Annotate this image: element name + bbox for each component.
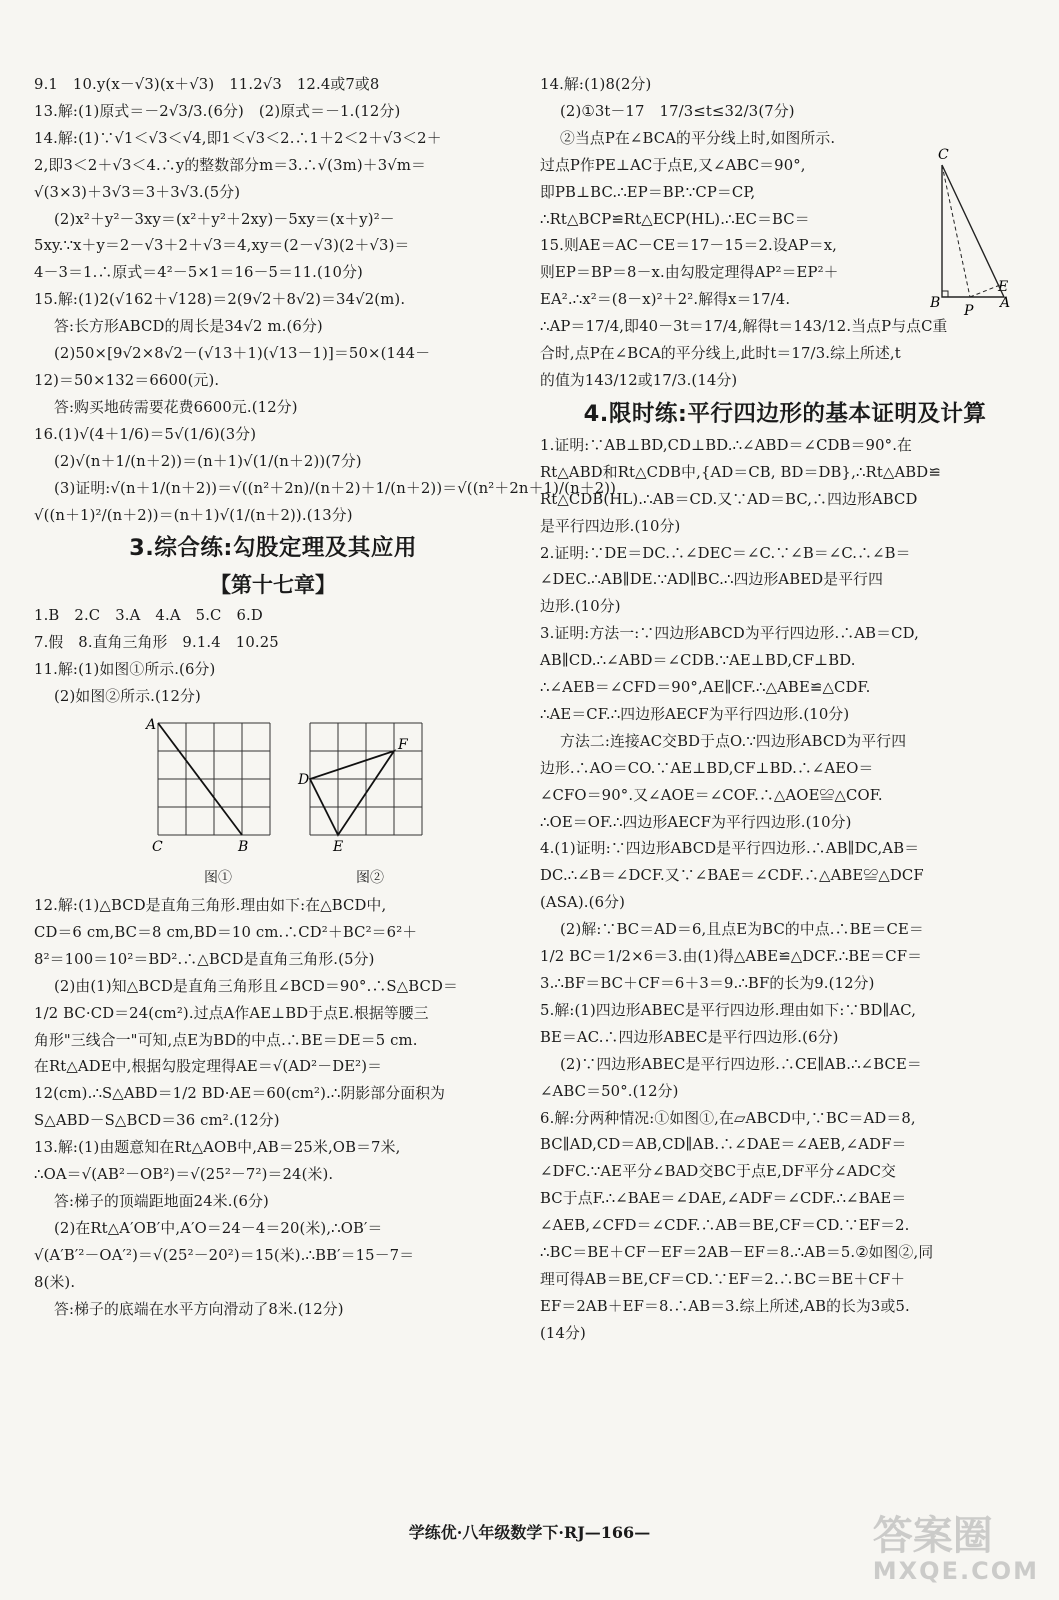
watermark-logo-text: 答案圈	[872, 1513, 993, 1559]
figure-1-caption: 图①	[204, 870, 232, 887]
text-line: 2,即3＜2＋√3＜4.∴y的整数部分m＝3.∴√(3m)＋3√m＝	[34, 156, 426, 174]
text-line: 15.解:(1)2(√162＋√128)＝2(9√2＋8√2)＝34√2(m).	[34, 291, 406, 309]
text-line: √((n＋1)²/(n＋2))＝(n＋1)√(1/(n＋2)).(13分)	[34, 506, 353, 524]
text-line: 答:长方形ABCD的周长是34√2 m.(6分)	[54, 318, 323, 336]
text-line: BC∥AD,CD＝AB,CD∥AB.∴∠DAE＝∠AEB,∠ADF＝	[540, 1136, 907, 1154]
text-line: 是平行四边形.(10分)	[540, 517, 681, 535]
text-line: ∠AEB,∠CFD＝∠CDF.∴AB＝BE,CF＝CD.∵EF＝2.	[540, 1217, 910, 1235]
text-line: 15.则AE＝AC－CE＝17－15＝2.设AP＝x,	[540, 237, 838, 255]
text-line: 8(米).	[34, 1273, 76, 1291]
text-line: 答:购买地砖需要花费6600元.(12分)	[54, 398, 298, 416]
text-line: 1/2 BC·CD＝24(cm²).过点A作AE⊥BD于点E.根据等腰三	[34, 1004, 429, 1022]
text-line: ∴∠AEB＝∠CFD＝90°,AE∥CF.∴△ABE≌△CDF.	[540, 679, 871, 697]
text-line: 8²＝100＝10²＝BD².∴△BCD是直角三角形.(5分)	[34, 950, 375, 968]
text-line: 14.解:(1)∵√1＜√3＜√4,即1＜√3＜2.∴1＋2＜2＋√3＜2＋	[34, 129, 442, 147]
text-line: ∠ABC＝50°.(12分)	[540, 1082, 679, 1100]
text-line: 13.解:(1)由题意知在Rt△AOB中,AB＝25米,OB＝7米,	[34, 1139, 401, 1157]
text-line: ∴AP＝17/4,即40－3t＝17/4,解得t＝143/12.当点P与点C重	[540, 318, 948, 336]
text-line: Rt△ABD和Rt△CDB中,{AD＝CB, BD＝DB},∴Rt△ABD≌	[540, 463, 941, 481]
text-line: (14分)	[540, 1324, 586, 1342]
text-line: S△ABD－S△BCD＝36 cm².(12分)	[34, 1112, 280, 1130]
text-line: 9.1 10.y(x－√3)(x＋√3) 11.2√3 12.4或7或8	[34, 76, 380, 93]
text-line: BC于点F.∴∠BAE＝∠DAE,∠ADF＝∠CDF.∴∠BAE＝	[540, 1190, 907, 1208]
text-line: 3.∴BF＝BC＋CF＝6＋3＝9.∴BF的长为9.(12分)	[540, 975, 875, 992]
text-line: 12.解:(1)△BCD是直角三角形.理由如下:在△BCD中,	[34, 897, 387, 915]
label-b: B	[930, 295, 941, 311]
figure-2	[296, 713, 446, 863]
text-line: (2)由(1)知△BCD是直角三角形且∠BCD＝90°.∴S△BCD＝	[54, 977, 458, 995]
text-line: 答:梯子的顶端距地面24米.(6分)	[54, 1193, 269, 1210]
text-line: (2)如图②所示.(12分)	[54, 688, 201, 706]
text-line: ∠DEC.∴AB∥DE.∵AD∥BC.∴四边形ABED是平行四	[540, 571, 884, 589]
text-line: ∴Rt△BCP≌Rt△ECP(HL).∴EC＝BC＝	[540, 210, 810, 228]
text-line: ②当点P在∠BCA的平分线上时,如图所示.	[560, 129, 836, 147]
text-line: (2)x²＋y²－3xy＝(x²＋y²＋2xy)－5xy＝(x＋y)²－	[54, 210, 395, 228]
text-line: 4－3＝1.∴原式＝4²－5×1＝16－5＝11.(10分)	[34, 264, 363, 282]
page-footer: 学练优·八年级数学下·RJ—166—	[408, 1523, 651, 1542]
text-line: (2)∵四边形ABEC是平行四边形.∴CE∥AB.∴∠BCE＝	[560, 1055, 922, 1073]
text-line: AB∥CD.∴∠ABD＝∠CDB.∵AE⊥BD,CF⊥BD.	[540, 652, 856, 670]
text-line: (2)解:∵BC＝AD＝6,且点E为BC的中点.∴BE＝CE＝	[560, 921, 924, 939]
section-title: 4.限时练:平行四边形的基本证明及计算	[583, 400, 987, 427]
text-line: 11.解:(1)如图①所示.(6分)	[34, 661, 216, 679]
text-line: ∴BC＝BE＋CF－EF＝2AB－EF＝8.∴AB＝5.②如图②,同	[540, 1244, 934, 1262]
fig1-label-a: A	[146, 717, 157, 734]
text-line: 1.B 2.C 3.A 4.A 5.C 6.D	[34, 607, 263, 625]
text-line: 2.证明:∵DE＝DC.∴∠DEC＝∠C.∵∠B＝∠C.∴∠B＝	[540, 544, 911, 562]
fig2-label-f: F	[398, 737, 408, 754]
label-p: P	[964, 303, 974, 319]
text-line: ∠DFC.∵AE平分∠BAD交BC于点E,DF平分∠ADC交	[540, 1163, 896, 1181]
text-line: 合时,点P在∠BCA的平分线上,此时t＝17/3.综上所述,t	[540, 345, 901, 363]
text-line: (2)①3t－17 17/3≤t≤32/3(7分)	[560, 102, 795, 120]
text-line: √(A′B′²－OA′²)＝√(25²－20²)＝15(米).∴BB′＝15－7＝	[34, 1246, 415, 1264]
text-line: EA².∴x²＝(8－x)²＋2².解得x＝17/4.	[540, 291, 791, 309]
text-line: (ASA).(6分)	[540, 894, 626, 912]
label-e: E	[998, 279, 1009, 295]
label-a: A	[1000, 295, 1011, 311]
text-line: Rt△CDB(HL).∴AB＝CD.又∵AD＝BC,∴四边形ABCD	[540, 490, 918, 508]
grid-figures	[34, 711, 512, 893]
text-line: (3)证明:√(n＋1/(n＋2))＝√((n²＋2n)/(n＋2)＋1/(n＋2))＝√((n²＋2n＋1)/(n＋2))	[54, 479, 617, 497]
text-line: ∴AE＝CF.∴四边形AECF为平行四边形.(10分)	[540, 705, 850, 723]
text-line: 边形.(10分)	[540, 598, 621, 616]
text-line: ∴OA＝√(AB²－OB²)＝√(25²－7²)＝24(米).	[34, 1166, 334, 1184]
figure-2-caption: 图②	[356, 870, 384, 887]
text-line: 6.解:分两种情况:①如图①,在▱ABCD中,∵BC＝AD＝8,	[540, 1109, 916, 1127]
fig2-label-d: D	[298, 772, 310, 789]
text-line: 边形.∴AO＝CO.∵AE⊥BD,CF⊥BD.∴∠AEO＝	[540, 759, 874, 777]
fig1-label-b: B	[238, 839, 249, 856]
watermark-url: MXQE.COM	[872, 1557, 1039, 1585]
text-line: (2)√(n＋1/(n＋2))＝(n＋1)√(1/(n＋2))(7分)	[54, 452, 362, 470]
text-line: BE＝AC.∴四边形ABEC是平行四边形.(6分)	[540, 1028, 839, 1046]
text-line: 5.解:(1)四边形ABEC是平行四边形.理由如下:∵BD∥AC,	[540, 1001, 917, 1019]
text-line: 1/2 BC＝1/2×6＝3.由(1)得△ABE≌△DCF.∴BE＝CF＝	[540, 948, 923, 966]
text-line: 3.证明:方法一:∵四边形ABCD为平行四边形.∴AB＝CD,	[540, 625, 919, 643]
text-line: 即PB⊥BC.∴EP＝BP.∵CP＝CP,	[540, 183, 756, 201]
section-title: 3.综合练:勾股定理及其应用	[129, 535, 417, 562]
text-line: 16.(1)√(4＋1/6)＝5√(1/6)(3分)	[34, 425, 257, 443]
fig2-label-e: E	[333, 839, 344, 856]
text-line: DC.∴∠B＝∠DCF.又∵∠BAE＝∠CDF.∴△ABE≌△DCF	[540, 867, 924, 885]
text-line: CD＝6 cm,BC＝8 cm,BD＝10 cm.∴CD²＋BC²＝6²＋	[34, 923, 418, 941]
text-line: 14.解:(1)8(2分)	[540, 76, 652, 93]
text-line: √(3×3)＋3√3＝3＋3√3.(5分)	[34, 183, 241, 201]
chapter-heading: 【第十七章】	[210, 573, 336, 598]
text-line: 角形"三线合一"可知,点E为BD的中点.∴BE＝DE＝5 cm.	[34, 1031, 418, 1049]
text-line: 理可得AB＝BE,CF＝CD.∵EF＝2.∴BC＝BE＋CF＋	[540, 1270, 906, 1288]
text-line: (2)在Rt△A′OB′中,A′O＝24－4＝20(米),∴OB′＝	[54, 1219, 383, 1237]
text-line: (2)50×[9√2×8√2－(√13＋1)(√13－1)]＝50×(144－	[54, 345, 431, 363]
text-line: ∠CFO＝90°.又∠AOE＝∠COF.∴△AOE≌△COF.	[540, 786, 883, 804]
text-line: 方法二:连接AC交BD于点O.∵四边形ABCD为平行四	[560, 732, 907, 750]
text-line: 在Rt△ADE中,根据勾股定理得AE＝√(AD²－DE²)＝	[34, 1058, 383, 1076]
fig1-label-c: C	[152, 839, 163, 856]
text-line: 13.解:(1)原式＝－2√3/3.(6分) (2)原式＝－1.(12分)	[34, 102, 401, 120]
text-line: 4.(1)证明:∵四边形ABCD是平行四边形.∴AB∥DC,AB＝	[540, 840, 920, 858]
label-c: C	[938, 147, 949, 163]
text-line: 5xy.∵x＋y＝2－√3＋2＋√3＝4,xy＝(2－√3)(2＋√3)＝	[34, 237, 410, 255]
text-line: 则EP＝BP＝8－x.由勾股定理得AP²＝EP²＋	[540, 264, 839, 282]
text-line: 答:梯子的底端在水平方向滑动了8米.(12分)	[54, 1300, 344, 1318]
text-line: 7.假 8.直角三角形 9.1.4 10.25	[34, 634, 279, 652]
triangle-figure	[930, 145, 1030, 320]
text-line: ∴OE＝OF.∴四边形AECF为平行四边形.(10分)	[540, 813, 852, 831]
watermark	[873, 1514, 1039, 1584]
text-line: 12(cm).∴S△ABD＝1/2 BD·AE＝60(cm²).∴阴影部分面积为	[34, 1085, 446, 1103]
text-line: 过点P作PE⊥AC于点E,又∠ABC＝90°,	[540, 156, 806, 174]
text-line: 的值为143/12或17/3.(14分)	[540, 371, 738, 389]
text-line: 1.证明:∵AB⊥BD,CD⊥BD.∴∠ABD＝∠CDB＝90°.在	[540, 436, 913, 454]
text-line: 12)＝50×132＝6600(元).	[34, 371, 220, 389]
text-line: EF＝2AB＋EF＝8.∴AB＝3.综上所述,AB的长为3或5.	[540, 1297, 910, 1315]
figure-1	[144, 713, 294, 863]
